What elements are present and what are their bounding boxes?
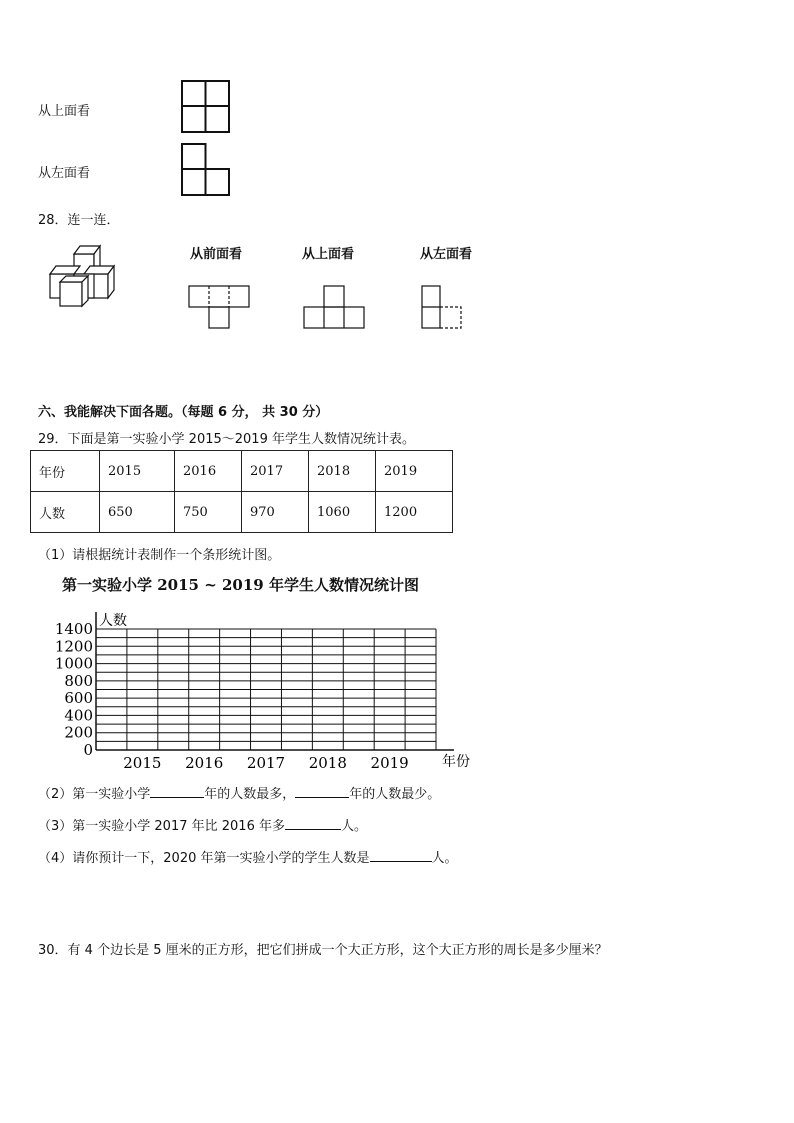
front-view-heading: 从前面看 bbox=[190, 247, 243, 262]
top-view-option bbox=[303, 285, 367, 330]
q30-title: 30．有 4 个边长是 5 厘米的正方形，把它们拼成一个大正方形，这个大正方形的周长是多少厘米？ bbox=[38, 943, 608, 958]
x-tick-label: 2018 bbox=[308, 754, 347, 772]
table-row bbox=[31, 492, 453, 533]
table-row bbox=[31, 451, 453, 492]
y-tick-label: 200 bbox=[64, 723, 93, 742]
bar-chart-grid bbox=[40, 600, 470, 775]
left-view-option bbox=[421, 285, 465, 330]
y-axis-label: 人数 bbox=[99, 613, 127, 629]
q29-sub3-b: 人。 bbox=[340, 819, 367, 834]
q29-sub2-a: （2）第一实验小学 bbox=[38, 787, 151, 802]
left-view-label: 从左面看 bbox=[38, 166, 91, 181]
x-tick-label: 2016 bbox=[185, 754, 224, 772]
table-cell: 年份 bbox=[31, 451, 100, 492]
table-cell: 1200 bbox=[376, 492, 453, 533]
table-cell: 1060 bbox=[309, 492, 376, 533]
top-view-figure bbox=[181, 80, 231, 134]
y-tick-label: 600 bbox=[64, 689, 93, 708]
x-tick-label: 2015 bbox=[123, 754, 162, 772]
q28-title: 28．连一连． bbox=[38, 213, 120, 228]
top-view-heading: 从上面看 bbox=[302, 247, 355, 262]
table-cell: 650 bbox=[100, 492, 175, 533]
table-cell: 2015 bbox=[100, 451, 175, 492]
q29-sub1: （1）请根据统计表制作一个条形统计图。 bbox=[38, 548, 281, 563]
stats-table bbox=[30, 450, 453, 533]
left-view-heading: 从左面看 bbox=[420, 247, 473, 262]
q29-title: 29．下面是第一实验小学 2015～2019 年学生人数情况统计表。 bbox=[38, 432, 415, 447]
y-tick-label: 0 bbox=[83, 741, 93, 759]
q29-sub2-c: 年的人数最少。 bbox=[349, 787, 441, 802]
x-axis-label: 年份 bbox=[442, 754, 470, 770]
chart-title: 第一实验小学 2015 ~ 2019 年学生人数情况统计图 bbox=[62, 576, 419, 594]
y-tick-label: 1400 bbox=[54, 620, 93, 638]
x-tick-label: 2017 bbox=[246, 754, 286, 772]
table-cell: 2017 bbox=[242, 451, 309, 492]
answer-blank-estimate[interactable] bbox=[370, 849, 432, 862]
front-view-option bbox=[188, 285, 252, 330]
answer-blank-most[interactable] bbox=[150, 785, 204, 798]
table-cell: 750 bbox=[175, 492, 242, 533]
table-cell: 2019 bbox=[376, 451, 453, 492]
q29-sub4-a: （4）请你预计一下，2020 年第一实验小学的学生人数是 bbox=[38, 851, 370, 866]
table-cell: 970 bbox=[242, 492, 309, 533]
y-tick-label: 800 bbox=[64, 671, 93, 690]
answer-blank-difference[interactable] bbox=[285, 817, 341, 830]
table-cell: 人数 bbox=[31, 492, 100, 533]
section6-title: 六、我能解决下面各题。（每题 6 分， 共 30 分） bbox=[38, 405, 329, 420]
q29-sub3-a: （3）第一实验小学 2017 年比 2016 年多 bbox=[38, 819, 285, 834]
y-tick-label: 1200 bbox=[54, 637, 93, 656]
table-cell: 2016 bbox=[175, 451, 242, 492]
q29-sub2-b: 年的人数最多， bbox=[204, 787, 296, 802]
answer-blank-least[interactable] bbox=[295, 785, 349, 798]
top-view-label: 从上面看 bbox=[38, 104, 91, 119]
y-tick-label: 400 bbox=[64, 706, 93, 725]
cube-stack-figure bbox=[44, 240, 126, 308]
left-view-figure bbox=[181, 143, 231, 197]
x-tick-label: 2019 bbox=[370, 754, 409, 772]
q29-sub4-b: 人。 bbox=[431, 851, 458, 866]
table-cell: 2018 bbox=[309, 451, 376, 492]
y-tick-label: 1000 bbox=[54, 654, 93, 673]
